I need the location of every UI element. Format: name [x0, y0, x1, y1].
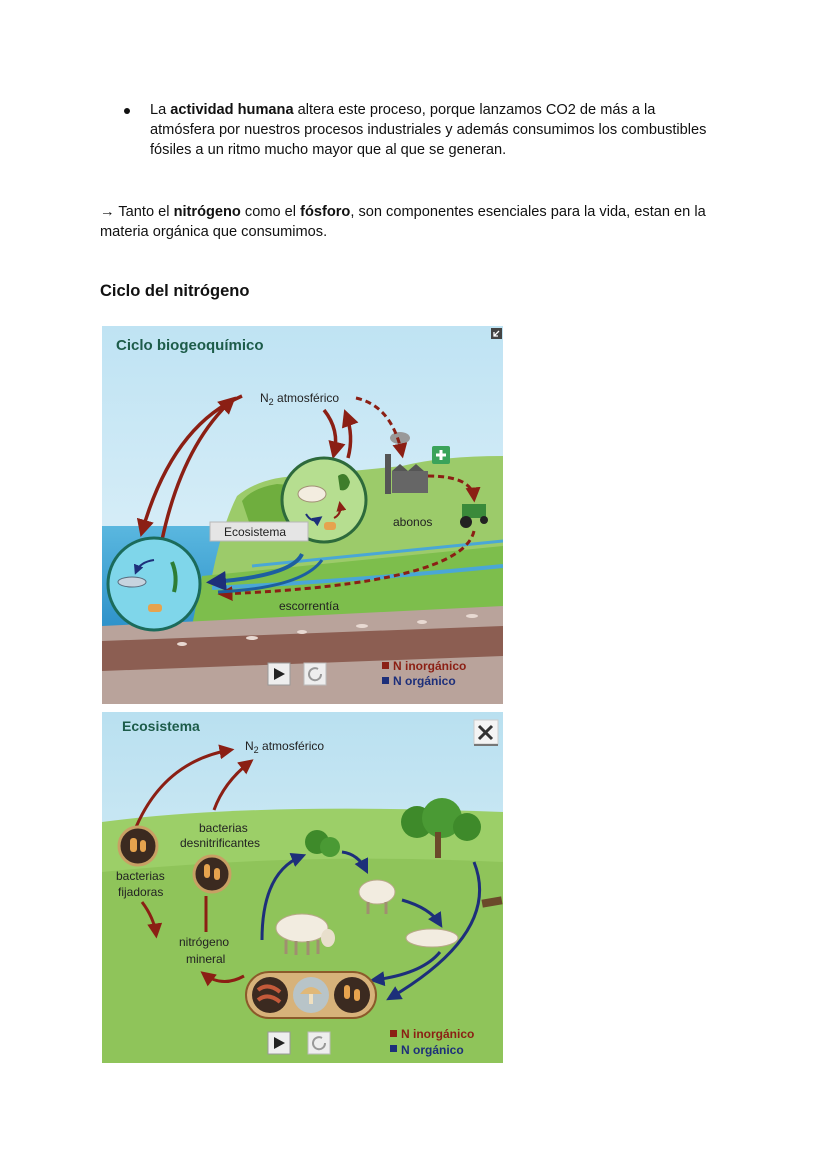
- bullet-bold-1: actividad humana: [170, 102, 294, 118]
- figure1-title: Ciclo biogeoquímico: [116, 337, 264, 354]
- mineral-label-2: mineral: [186, 952, 226, 966]
- ecosystem-label: Ecosistema: [224, 525, 287, 539]
- para-text-2: como el: [240, 204, 301, 220]
- legend-organic-label: N orgánico: [401, 1043, 464, 1057]
- legend-inorganic-label: N inorgánico: [393, 659, 467, 673]
- paragraph: [100, 202, 740, 242]
- fixing-label-2: fijadoras: [118, 885, 164, 899]
- bullet-text-1: La: [150, 102, 171, 118]
- figure1-n2-label: $N_2$ atmosférico: [260, 391, 340, 407]
- legend-inorganic-label: N inorgánico: [401, 1027, 475, 1041]
- arrow-symbol: →: [100, 204, 115, 220]
- para-bold-2: fósforo: [300, 204, 351, 220]
- collapse-icon[interactable]: [491, 328, 502, 339]
- expand-plus-button[interactable]: [432, 446, 450, 464]
- legend-organic-swatch: [390, 1045, 397, 1052]
- legend-inorganic-swatch: [382, 662, 389, 669]
- denitrifying-bacteria-icon[interactable]: [194, 856, 230, 892]
- figure2-title: Ecosistema: [122, 718, 200, 734]
- fixing-bacteria-icon[interactable]: [119, 827, 157, 865]
- fixing-label-1: bacterias: [116, 869, 165, 883]
- play-button[interactable]: [268, 663, 290, 685]
- runoff-label: escorrentía: [279, 599, 340, 613]
- reset-button[interactable]: [308, 1032, 330, 1054]
- bullet-text: [150, 100, 724, 160]
- decomposers-group[interactable]: [246, 972, 376, 1018]
- biogeochemical-cycle-figure: [102, 326, 503, 704]
- fertilizer-label: abonos: [393, 515, 433, 529]
- mineral-label-1: nitrógeno: [179, 935, 230, 949]
- para-bold-1: nitrógeno: [173, 204, 241, 220]
- legend-inorganic-swatch: [390, 1030, 397, 1037]
- bullet-item: [124, 100, 724, 160]
- denitrifying-label-2: desnitrificantes: [180, 836, 261, 850]
- bullet-text-2: altera este proceso, porque lanzamos CO2 de más a la atmósfera por nuestros procesos industriales y además consumimos los combustibles fósiles a un ritmo mucho mayor que al que se generan.: [150, 102, 707, 158]
- legend-organic-swatch: [382, 677, 389, 684]
- para-text-3: , son componentes esenciales para la vida, estan en la materia orgánica que consumimos.: [100, 204, 706, 240]
- section-heading: Ciclo del nitrógeno: [100, 282, 250, 300]
- ecosystem-figure: [102, 712, 503, 1063]
- para-text-1: Tanto el: [114, 204, 174, 220]
- bullet-dot: [124, 108, 130, 114]
- reset-button[interactable]: [304, 663, 326, 685]
- play-button[interactable]: [268, 1032, 290, 1054]
- denitrifying-label-1: bacterias: [199, 821, 248, 835]
- close-button[interactable]: [474, 720, 498, 746]
- legend-organic-label: N orgánico: [393, 674, 456, 688]
- sea-ecosystem-circle[interactable]: [108, 538, 200, 630]
- figure2-n2-label: $N_2$ atmosférico: [245, 739, 325, 755]
